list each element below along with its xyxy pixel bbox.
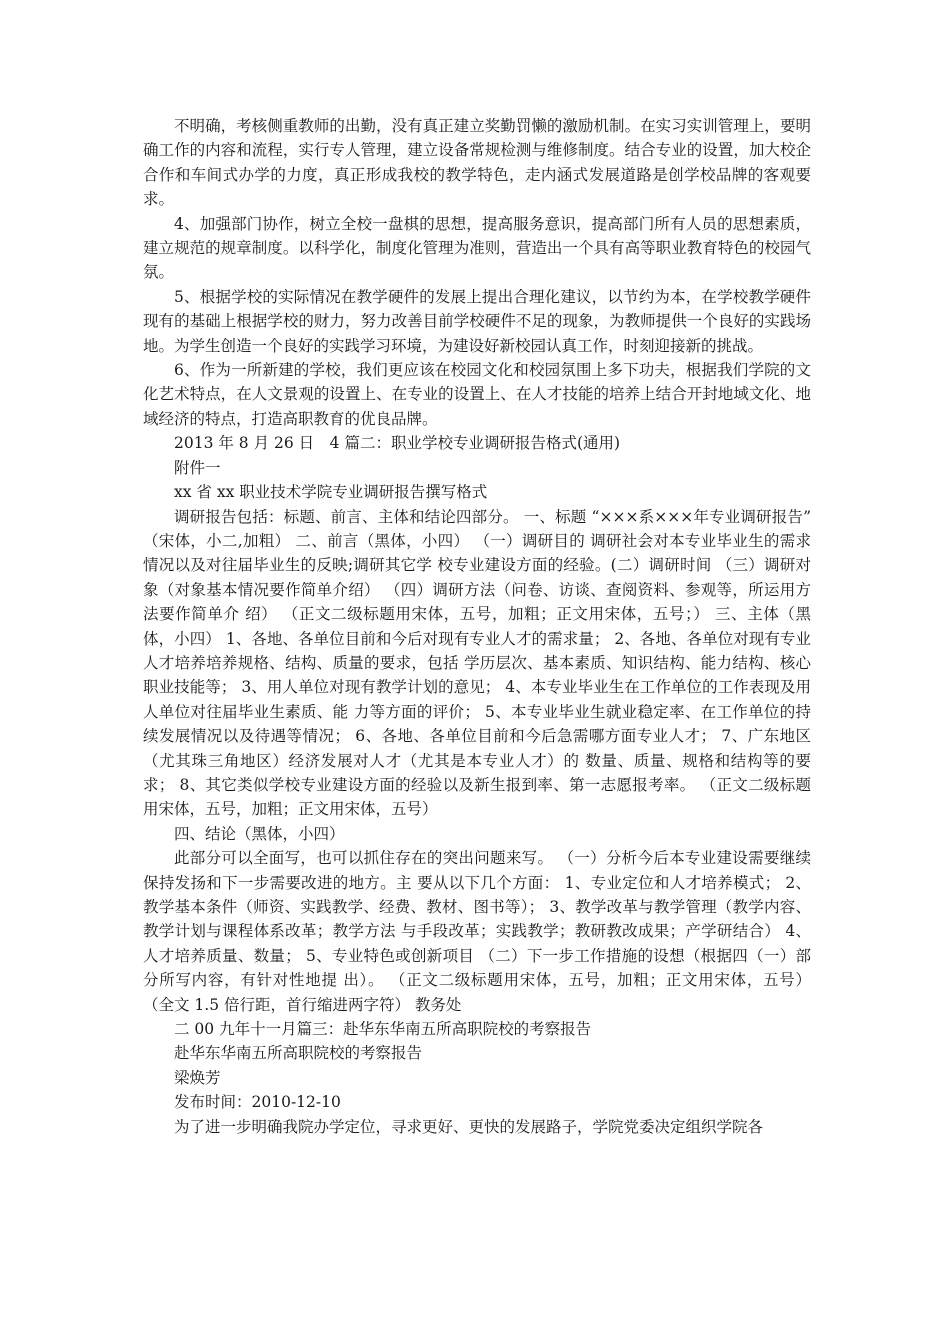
report-title: 赴华东华南五所高职院校的考察报告 <box>174 1044 423 1063</box>
document-body <box>143 114 811 1139</box>
paragraph-item-4: 4、加强部门协作，树立全校一盘棋的思想，提高服务意识，提高部门所有人员的思想素质，建立规范的规章制度。以科学化，制度化管理为准则，营造出一个具有高等职业教育特色的校园气氛。 <box>143 214 811 282</box>
publish-date: 发布时间：2010-12-10 <box>174 1093 341 1112</box>
attachment-label: 附件一 <box>174 458 221 477</box>
paragraph-item-5: 5、根据学校的实际情况在教学硬件的发展上提出合理化建议，以节约为本，在学校教学硬件现有的基础上根据学校的财力，努力改善目前学校硬件不足的现象，为教师提供一个良好的实践场地。为学生创造一个良好的实践学习环境，为建设好新校园认真工作，时刻迎接新的挑战。 <box>143 287 811 355</box>
date-and-section-heading: 2013 年 8 月 26 日 4 篇二：职业学校专业调研报告格式(通用) <box>174 434 621 453</box>
paragraph-item-6: 6、作为一所新建的学校，我们更应该在校园文化和校园氛围上多下功夫，根据我们学院的文化艺术特点，在人文景观的设置上、在专业的设置上、在人才技能的培养上结合开封地域文化、地域经济的特点，打造高职教育的优良品牌。 <box>143 361 811 428</box>
author-name: 梁焕芳 <box>174 1068 221 1087</box>
conclusion-paragraph: 此部分可以全面写，也可以抓住存在的突出问题来写。 （一）分析今后本专业建设需要继续保持发扬和下一步需要改进的地方。主 要从以下几个方面： 1、专业定位和人才培养模式； 2、教学基本条件（师资、实践教学、经费、教材、图书等）； 3、教学改革与教学管理（教学内容、教学计划与课程体系改革；教学方法 与手段改革；实践教学；教研教改成果；产学研结合） 4、人才培养质量、数量； 5、专业特色或创新项目 （二）下一步工作措施的设想（根据四（一）部分所写内容，有针对性地提 出）。 （正文二级标题用宋体，五号，加粗；正文用宋体，五号） （全文 1.5 倍行距，首行缩进两字符） 教务处 <box>143 849 811 1014</box>
paragraph-continuation: 不明确，考核侧重教师的出勤，没有真正建立奖勤罚懒的激励机制。在实习实训管理上，要明确工作的内容和流程，实行专人管理，建立设备常规检测与维修制度。结合专业的设置，加大校企合作和车间式办学的力度，真正形成我校的教学特色，走内涵式发展道路是创学校品牌的客观要求。 <box>143 117 811 209</box>
conclusion-heading: 四、结论（黑体，小四） <box>174 824 345 843</box>
intro-paragraph: 为了进一步明确我院办学定位，寻求更好、更快的发展路子，学院党委决定组织学院各 <box>174 1117 764 1136</box>
report-structure-paragraph: 调研报告包括：标题、前言、主体和结论四部分。 一、标题 “×××系×××年专业调研报告” （宋体，小二,加粗） 二、前言（黑体，小四） （一）调研目的 调研社会对本专业毕业生的需求情况以及对往届毕业生的反映;调研其它学 校专业建设方面的经验。(二）调研时间 （三）调研对象（对象基本情况要作简单介绍） （四）调研方法（问卷、访谈、查阅资料、参观等，所运用方法要作简单介 绍） （正文二级标题用宋体，五号，加粗；正文用宋体，五号；） 三、主体（黑体，小四） 1、各地、各单位目前和今后对现有专业人才的需求量； 2、各地、各单位对现有专业人才培养培养规格、结构、质量的要求，包括 学历层次、基本素质、知识结构、能力结构、核心职业技能等； 3、用人单位对现有教学计划的意见； 4、本专业毕业生在工作单位的工作表现及用人单位对往届毕业生素质、能 力等方面的评价； 5、本专业毕业生就业稳定率、在工作单位的持续发展情况以及待遇等情况； 6、各地、各单位目前和今后急需哪方面专业人才； 7、广东地区（尤其珠三角地区）经济发展对人才（尤其是本专业人才）的 数量、质量、规格和结构等的要求； 8、其它类似学校专业建设方面的经验以及新生报到率、第一志愿报考率。 （正文二级标题用宋体，五号，加粗；正文用宋体，五号） <box>143 507 811 819</box>
section-three-heading: 二 00 九年十一月篇三：赴华东华南五所高职院校的考察报告 <box>174 1020 592 1039</box>
format-title: xx 省 xx 职业技术学院专业调研报告撰写格式 <box>174 483 488 502</box>
